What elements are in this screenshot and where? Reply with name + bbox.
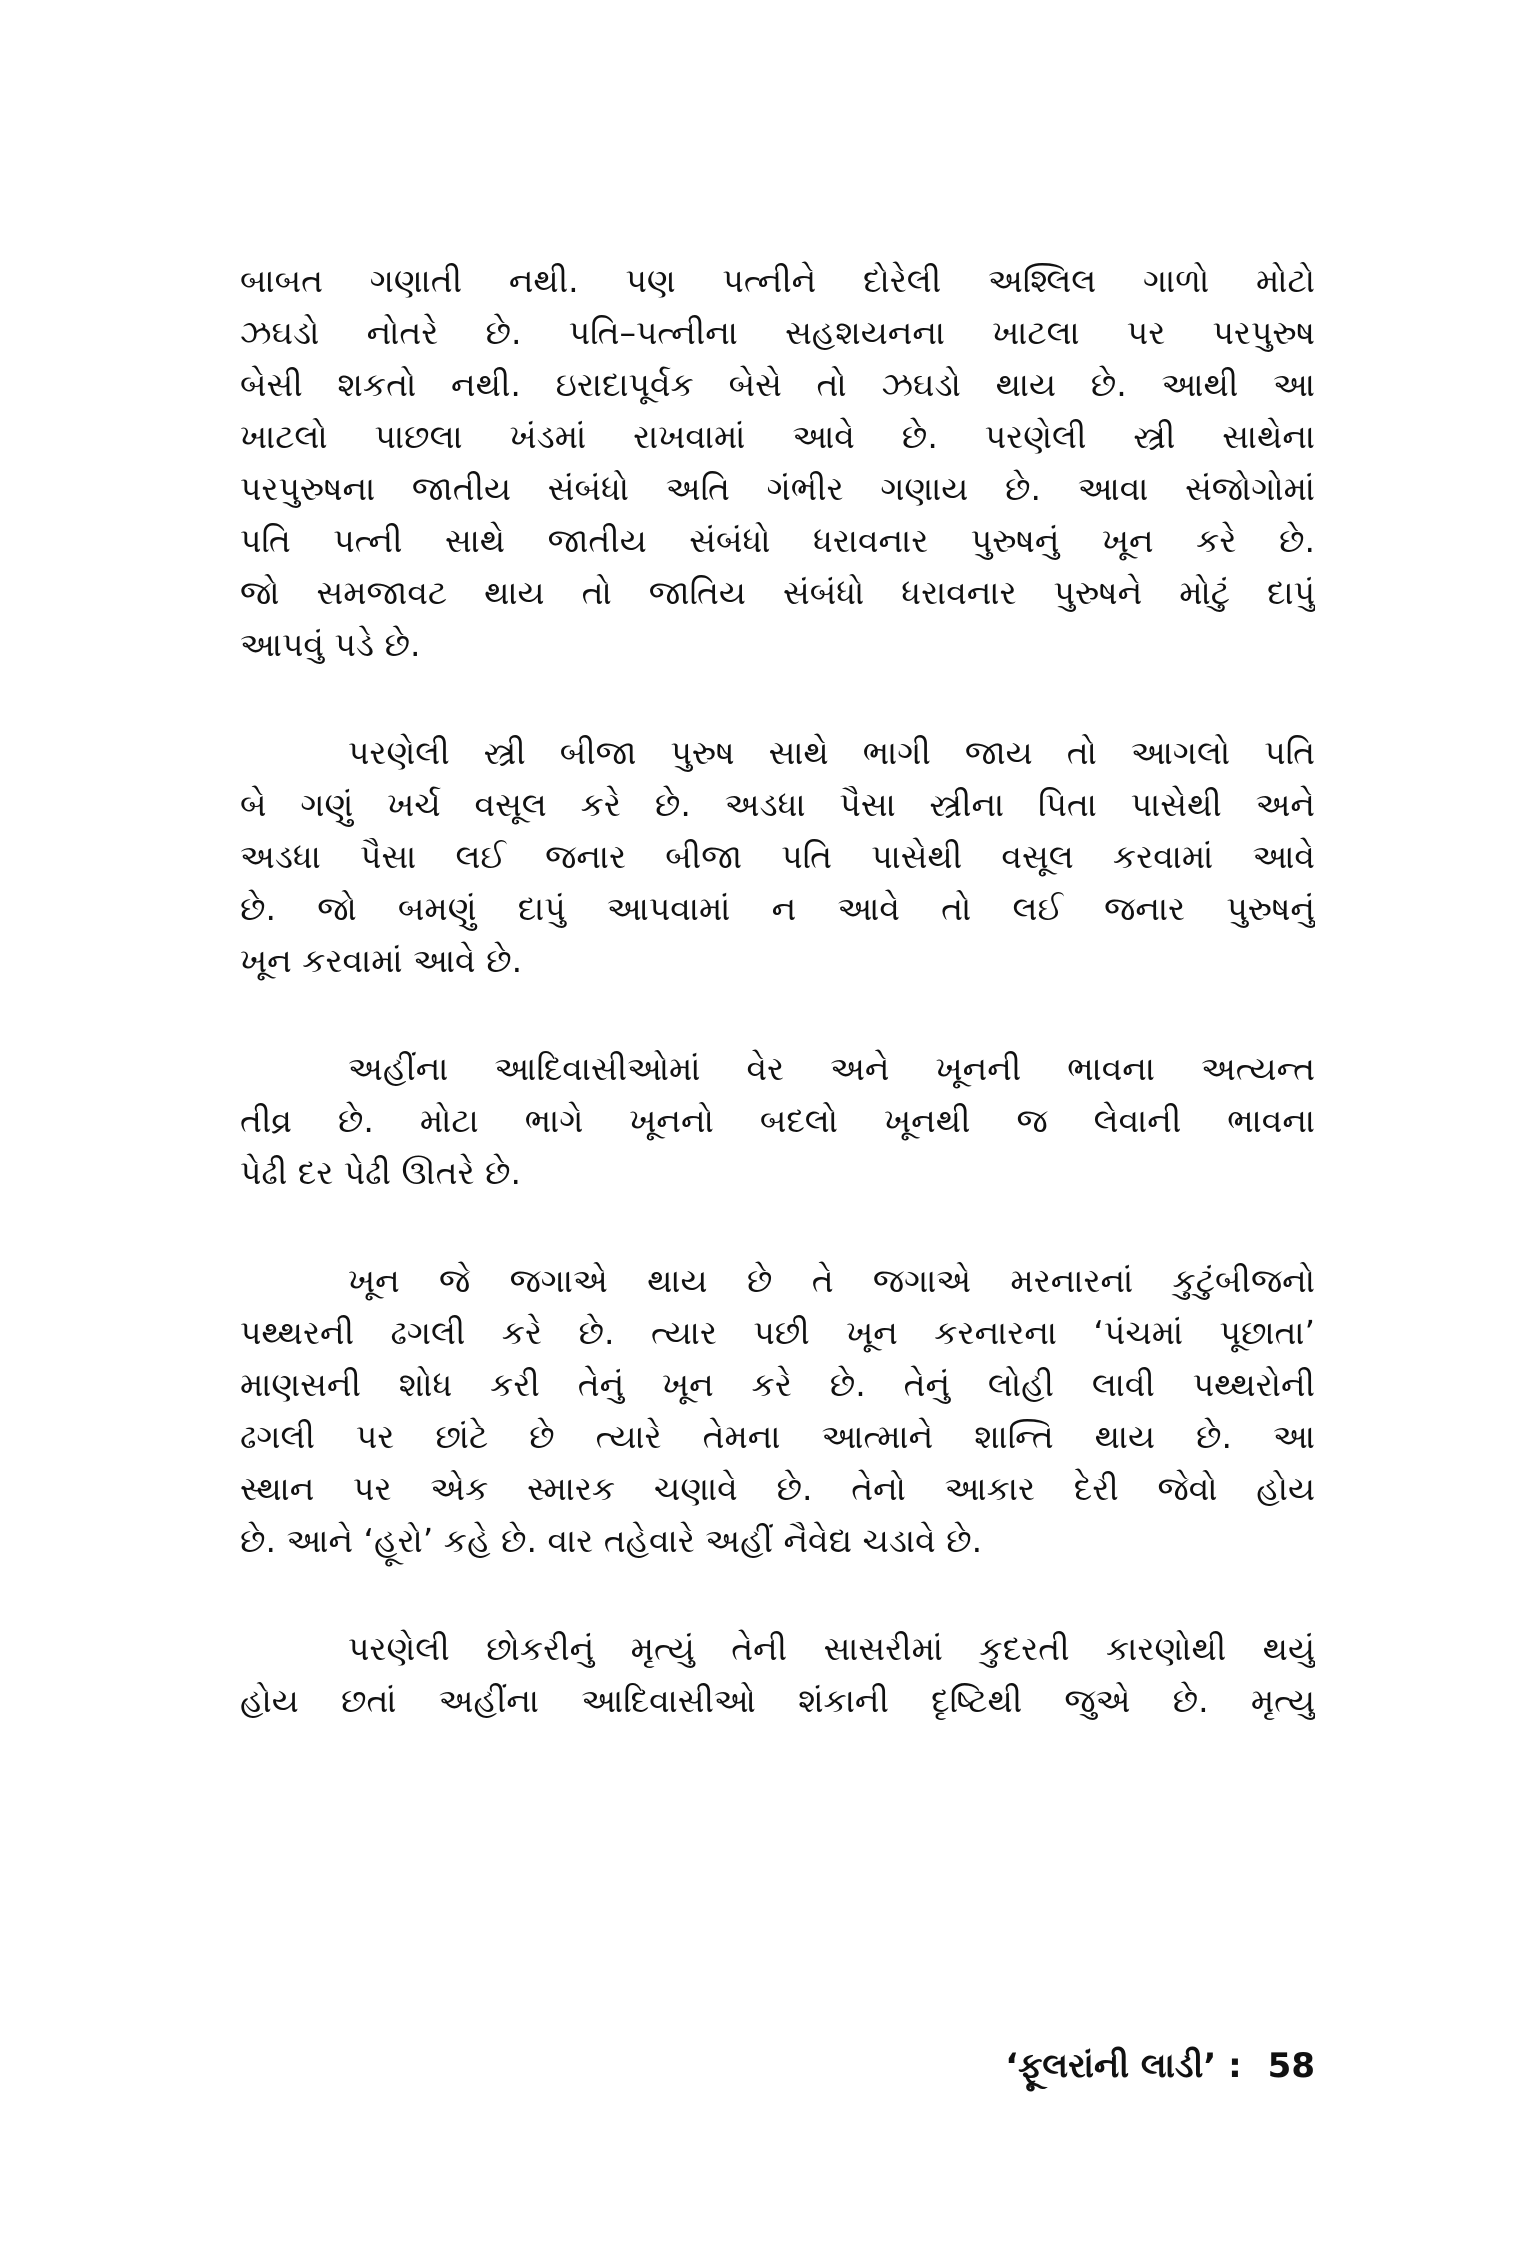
text-line: હોય છતાં અહીંના આદિવાસીઓ શંકાની દૃષ્ટિથી જુએ છે. મૃત્યુ	[240, 1681, 1315, 1720]
text-line: અહીંના આદિવાસીઓમાં વેર અને ખૂનની ભાવના અત્યન્ત	[348, 1049, 1315, 1088]
text-line: બે ગણું ખર્ચ વસૂલ કરે છે. અડધા પૈસા સ્ત્રીના પિતા પાસેથી અને	[240, 785, 1315, 824]
text-line: ખાટલો પાછલા ખંડમાં રાખવામાં આવે છે. પરણેલી સ્ત્રી સાથેના	[240, 417, 1315, 456]
text-line: ખૂન કરવામાં આવે છે.	[240, 941, 523, 980]
paragraph-3	[240, 1043, 1315, 1199]
text-line: છે. જો બમણું દાપું આપવામાં ન આવે તો લઈ જનાર પુરુષનું	[240, 889, 1315, 928]
text-line: જો સમજાવટ થાય તો જાતિય સંબંધો ધરાવનાર પુરુષને મોટું દાપું	[240, 573, 1315, 612]
body-text	[240, 255, 1315, 1783]
text-line: બાબત ગણાતી નથી. પણ પત્નીને દોરેલી અશ્લિલ ગાળો મોટો	[240, 261, 1315, 300]
text-line: અડધા પૈસા લઈ જનાર બીજા પતિ પાસેથી વસૂલ કરવામાં આવે	[240, 837, 1315, 876]
text-line: સ્થાન પર એક સ્મારક ચણાવે છે. તેનો આકાર દેરી જેવો હોય	[240, 1469, 1315, 1508]
text-line: પેઢી દર પેઢી ઊતરે છે.	[240, 1153, 522, 1192]
paragraph-5	[240, 1623, 1315, 1727]
text-line: પતિ પત્ની સાથે જાતીય સંબંધો ધરાવનાર પુરુષનું ખૂન કરે છે.	[240, 521, 1315, 560]
text-line: પરણેલી છોકરીનું મૃત્યું તેની સાસરીમાં કુદરતી કારણોથી થયું	[348, 1629, 1315, 1668]
text-line: બેસી શકતો નથી. ઇરાદાપૂર્વક બેસે તો ઝઘડો થાય છે. આથી આ	[240, 365, 1315, 404]
page-number: 58	[1267, 2046, 1315, 2086]
text-line: ખૂન જે જગાએ થાય છે તે જગાએ મરનારનાં કુટુંબીજનો	[348, 1261, 1315, 1300]
text-line: છે. આને ‘હૂરો’ કહે છે. વાર તહેવારે અહીં નૈવેદ્ય ચડાવે છે.	[240, 1521, 983, 1560]
paragraph-2	[240, 727, 1315, 987]
text-line: આપવું પડે છે.	[240, 625, 421, 664]
text-line: તીવ્ર છે. મોટા ભાગે ખૂનનો બદલો ખૂનથી જ લેવાની ભાવના	[240, 1101, 1315, 1140]
text-line: માણસની શોધ કરી તેનું ખૂન કરે છે. તેનું લોહી લાવી પથ્થરોની	[240, 1365, 1315, 1404]
text-line: પથ્થરની ઢગલી કરે છે. ત્યાર પછી ખૂન કરનારના ‘પંચમાં પૂછાતા’	[240, 1313, 1315, 1352]
text-line: પરણેલી સ્ત્રી બીજા પુરુષ સાથે ભાગી જાય તો આગલો પતિ	[348, 733, 1315, 772]
text-line: પરપુરુષના જાતીય સંબંધો અતિ ગંભીર ગણાય છે. આવા સંજોગોમાં	[240, 469, 1315, 508]
page-footer	[905, 2042, 1315, 2090]
text-line: ઝઘડો નોતરે છે. પતિ–પત્નીના સહશયનના ખાટલા પર પરપુરુષ	[240, 313, 1315, 352]
text-line: ઢગલી પર છાંટે છે ત્યારે તેમના આત્માને શાન્તિ થાય છે. આ	[240, 1417, 1315, 1456]
paragraph-1	[240, 255, 1315, 671]
paragraph-4	[240, 1255, 1315, 1567]
book-title: ‘ફૂલરાંની લાડી’ :	[1005, 2046, 1242, 2086]
